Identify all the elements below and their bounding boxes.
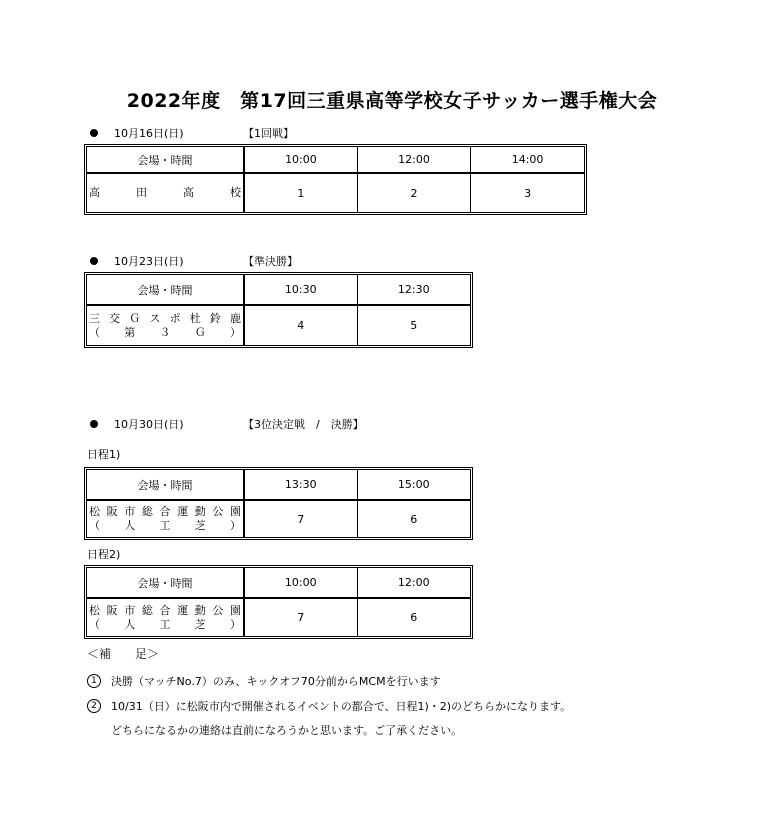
note-item-2 — [87, 698, 571, 714]
schedule-table-semifinal — [84, 272, 473, 348]
time-cell: 12:00 — [357, 147, 470, 173]
document-title: 2022年度 第17回三重県高等学校女子サッカー選手権大会 — [126, 90, 658, 112]
bullet-icon — [90, 420, 98, 428]
match-number: 6 — [357, 500, 470, 537]
section-date: 10月23日(日) — [114, 255, 184, 268]
note-text: 10/31（日）に松阪市内で開催されるイベントの都合で、日程1)・2)のどちらかになります。 — [111, 700, 572, 713]
time-cell: 10:00 — [244, 147, 357, 173]
match-number: 1 — [244, 173, 357, 212]
header-label: 会場・時間 — [87, 147, 244, 173]
schedule-table-round1 — [84, 144, 587, 215]
time-cell: 14:00 — [471, 147, 584, 173]
schedule-table-final-option1 — [84, 467, 473, 540]
venue-cell: 松阪市総合運動公園 （人工芝） — [87, 598, 244, 636]
section-round: 【1回戦】 — [243, 127, 294, 140]
match-number: 5 — [357, 305, 470, 345]
section-round: 【準決勝】 — [243, 255, 298, 268]
time-cell: 10:30 — [244, 275, 357, 305]
match-number: 3 — [471, 173, 584, 212]
note-item-1 — [87, 673, 441, 689]
match-number: 7 — [244, 500, 357, 537]
section-2-header — [90, 253, 184, 269]
circled-number: 2 — [87, 699, 101, 713]
schedule-table-final-option2 — [84, 565, 473, 639]
match-number: 4 — [244, 305, 357, 345]
schedule-label: 日程2) — [87, 548, 121, 561]
time-cell: 10:00 — [244, 568, 357, 598]
section-3-header — [90, 416, 184, 432]
header-label: 会場・時間 — [87, 275, 244, 305]
match-number: 2 — [357, 173, 470, 212]
section-date: 10月16日(日) — [114, 127, 184, 140]
venue-cell: 三交Ｇスポ杜鈴鹿 （第３Ｇ） — [87, 305, 244, 345]
header-label: 会場・時間 — [87, 470, 244, 500]
schedule-label: 日程1) — [87, 448, 121, 461]
time-cell: 12:30 — [357, 275, 470, 305]
bullet-icon — [90, 129, 98, 137]
header-label: 会場・時間 — [87, 568, 244, 598]
venue-cell: 松阪市総合運動公園 （人工芝） — [87, 500, 244, 537]
section-1-header — [90, 125, 184, 141]
match-number: 7 — [244, 598, 357, 636]
section-date: 10月30日(日) — [114, 418, 184, 431]
time-cell: 13:30 — [244, 470, 357, 500]
section-round: 【3位決定戦 / 決勝】 — [243, 418, 364, 431]
venue-cell: 高 田 高 校 — [87, 173, 244, 212]
bullet-icon — [90, 257, 98, 265]
note-text: 決勝（マッチNo.7）のみ、キックオフ70分前からMCMを行います — [111, 675, 441, 688]
note-continuation: どちらになるかの連絡は直前になろうかと思います。ご了承ください。 — [111, 724, 463, 737]
time-cell: 12:00 — [357, 568, 470, 598]
circled-number: 1 — [87, 674, 101, 688]
notes-heading: ＜補 足＞ — [87, 647, 160, 661]
time-cell: 15:00 — [357, 470, 470, 500]
match-number: 6 — [357, 598, 470, 636]
